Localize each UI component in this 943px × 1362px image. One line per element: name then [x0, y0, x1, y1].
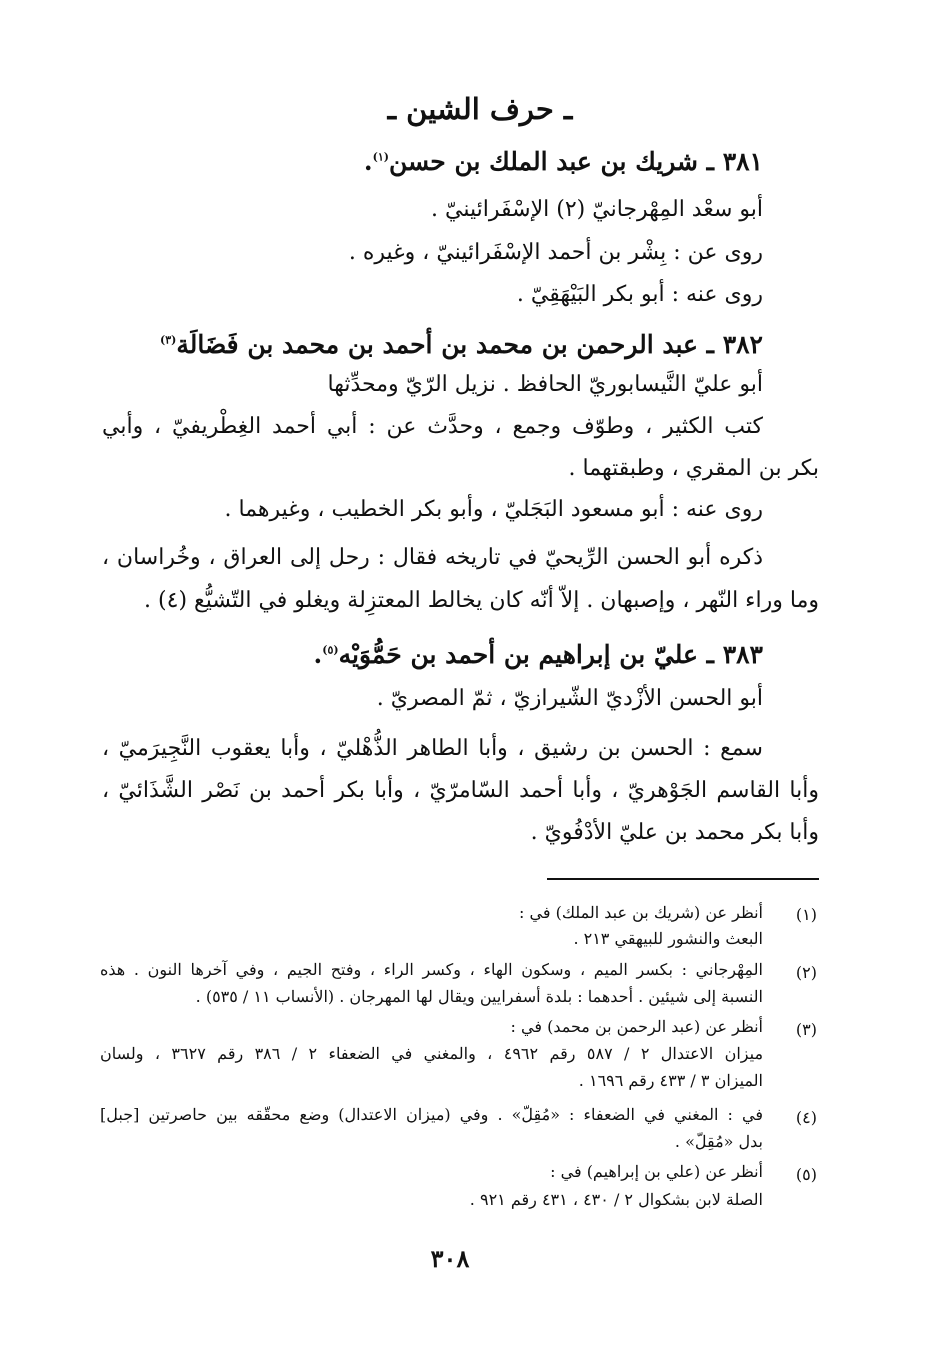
entry-381-line-1: أبو سعْد المِهْرجانيّ (٢) الإسْفَرائينيّ .	[431, 197, 763, 222]
entry-381-title	[364, 147, 763, 176]
footnote-1-line-1: أنظر عن (شريك بن عبد الملك) في :	[519, 903, 763, 922]
entry-382-line-6: وما وراء النّهر ، وإصبهان . إلاّ أنّه كان يخالط المعتزِلة ويغلو في التّشيُّع (٤) .	[144, 588, 819, 613]
footnote-ref: (٥)	[322, 643, 339, 657]
footnote-2-line-2: النسبة إلى شيئين . أحدهما : بلدة أسفرايين ويقال لها المهرجان . (الأنساب ١١ / ٥٣٥) .	[195, 987, 763, 1006]
footnote-separator	[547, 878, 819, 880]
footnote-number: (٣)	[795, 1020, 817, 1039]
entry-382-line-4: روى عنه : أبو مسعود البَجَليّ ، وأبو بكر الخطيب ، وغيرهما .	[224, 497, 763, 522]
entry-382-title	[160, 330, 763, 359]
footnote-3-line-3: الميزان ٣ / ٤٣٣ رقم ١٦٩٦ .	[578, 1071, 763, 1090]
chapter-heading: ـ حرف الشين ـ	[387, 92, 573, 126]
footnote-1-line-2: البعث والنشور للبيهقي ٢١٣ .	[573, 929, 763, 948]
entry-381-line-3: روى عنه : أبو بكر البَيْهَقِيّ .	[516, 282, 763, 307]
entry-382-line-3: بكر بن المقري ، وطبقتهما .	[568, 456, 819, 481]
entry-title-end: .	[363, 147, 373, 176]
footnote-number: (٥)	[795, 1165, 817, 1184]
footnote-ref: (١)	[372, 150, 389, 164]
entry-383-line-3: وأبا القاسم الجَوْهريّ ، وأبا أحمد السّامرّيّ ، وأبا بكر أحمد بن نَصْر الشَّذَائيّ ،	[102, 778, 819, 803]
footnote-5-line-2: الصلة لابن بشكوال ٢ / ٤٣٠ ، ٤٣١ رقم ٩٢١ .	[469, 1190, 763, 1209]
footnote-number: (٤)	[795, 1108, 817, 1127]
footnote-number: (٢)	[795, 963, 817, 982]
entry-383-line-2: سمع : الحسن بن رشيق ، وأبا الطاهر الذُّهْليّ ، وأبا يعقوب النَّجِيرَميّ ،	[102, 736, 763, 761]
entry-title-text: ٣٨٢ ـ عبد الرحمن بن محمد بن أحمد بن محمد بن فَضَالَة	[176, 330, 763, 359]
entry-383-line-4: وأبا بكر محمد بن عليّ الأدْفُويّ .	[530, 820, 819, 845]
entry-381-line-2: روى عن : بِشْر بن أحمد الإسْفَرائينيّ ، وغيره .	[348, 240, 763, 265]
footnote-4-line-1: في : المغني في الضعفاء : «مُقِلّ» . وفي (ميزان الاعتدال) وضع محقّقه بين حاصرتين [جبل]	[100, 1105, 763, 1124]
footnote-2-line-1: المِهْرجاني : بكسر الميم ، وسكون الهاء ، وكسر الراء ، وفتح الجيم ، وفي آخرها النون . هذه	[100, 960, 763, 979]
entry-383-title	[314, 640, 764, 669]
footnote-3-line-2: ميزان الاعتدال ٢ / ٥٨٧ رقم ٤٩٦٢ ، والمغني في الضعفاء ٢ / ٣٨٦ رقم ٣٦٢٧ ، ولسان	[100, 1044, 764, 1063]
entry-title-text: ٣٨٣ ـ عليّ بن إبراهيم بن أحمد بن حَمُّوَيْه	[338, 640, 763, 669]
page-number: ٣٠٨	[430, 1244, 470, 1273]
entry-383-line-1: أبو الحسن الأزْديّ الشّيرازيّ ، ثمّ المصريّ .	[376, 686, 763, 711]
footnote-number: (١)	[795, 905, 817, 924]
footnote-3-line-1: أنظر عن (عبد الرحمن بن محمد) في :	[510, 1017, 763, 1036]
entry-title-end: .	[313, 640, 323, 669]
entry-382-line-1: أبو عليّ النَّيسابوريّ الحافظ . نزيل الرّيّ ومحدِّثها	[327, 372, 763, 397]
entry-title-text: ٣٨١ ـ شريك بن عبد الملك بن حسن	[388, 147, 763, 176]
footnote-4-line-2: بدل «مُقِلّ» .	[674, 1132, 763, 1151]
footnote-5-line-1: أنظر عن (علي بن إبراهيم) في :	[550, 1162, 763, 1181]
entry-382-line-2: كتب الكثير ، وطوّف وجمع ، وحدَّث عن : أبي أحمد الغِطْريفيّ ، وأبي	[102, 414, 763, 439]
entry-382-line-5: ذكره أبو الحسن الرِّيحيّ في تاريخه فقال : رحل إلى العراق ، وخُراسان ،	[102, 545, 764, 570]
footnote-ref: (٣)	[159, 333, 177, 347]
